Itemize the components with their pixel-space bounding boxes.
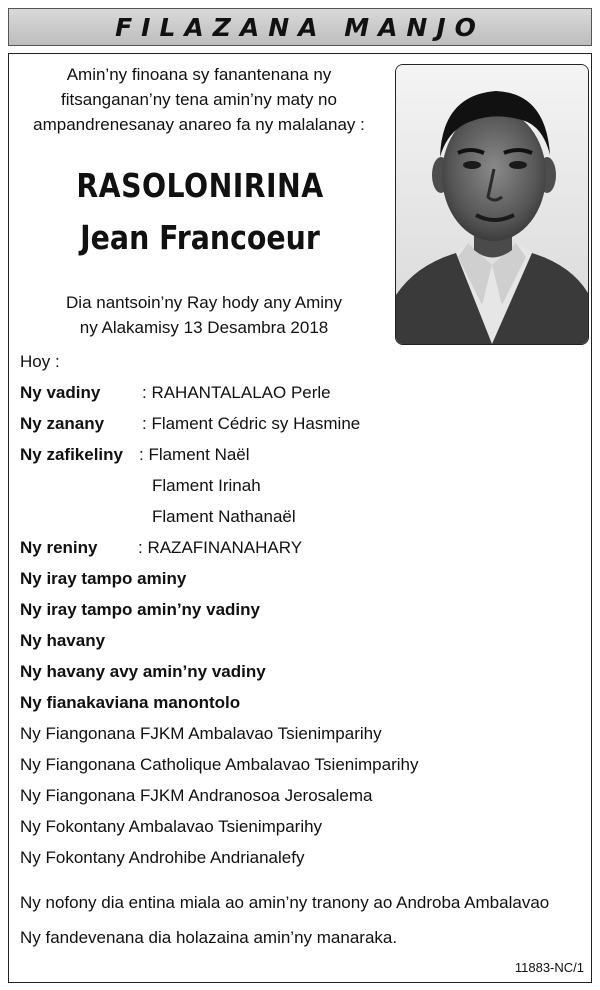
intro-line: ampandrenesanay anareo fa ny malalanay : — [33, 115, 365, 134]
portrait-photo — [395, 64, 589, 345]
notice-header — [8, 8, 592, 46]
closing-line: Ny fandevenana dia holazaina amin’ny manaraka. — [20, 928, 398, 947]
community-item: Ny Fiangonana FJKM Andranosoa Jerosalema — [20, 786, 373, 805]
intro-line: Amin’ny finoana sy fanantenana ny — [66, 65, 332, 84]
spouse-label: Ny vadiny — [20, 383, 101, 402]
grandchild-name: : Flament Naël — [139, 445, 250, 464]
death-notice — [14, 290, 394, 340]
community-item: Ny Fiangonana Catholique Ambalavao Tsienimparihy — [20, 755, 419, 774]
family-group: Ny iray tampo aminy — [20, 569, 187, 588]
death-notice-line: Dia nantsoin’ny Ray hody any Aminy — [66, 293, 342, 312]
deceased-surname: RASOLONIRINA — [76, 166, 324, 205]
deceased-given-names: Jean Francoeur — [80, 218, 320, 257]
family-group: Ny havany avy amin’ny vadiny — [20, 662, 266, 681]
family-group: Ny havany — [20, 631, 106, 650]
mother-value: : RAZAFINANAHARY — [138, 538, 303, 557]
spouse-value: : RAHANTALALAO Perle — [142, 383, 331, 402]
community-item: Ny Fokontany Ambalavao Tsienimparihy — [20, 817, 323, 836]
portrait-image — [396, 65, 588, 344]
reference-code: 11883-NC/1 — [514, 960, 584, 975]
children-label: Ny zanany — [20, 414, 105, 433]
community-item: Ny Fokontany Androhibe Andrianalefy — [20, 848, 305, 867]
family-group: Ny iray tampo amin’ny vadiny — [20, 600, 260, 619]
grandchild-name: Flament Nathanaël — [152, 507, 296, 526]
intro-line: fitsanganan’ny tena amin’ny maty no — [61, 90, 337, 109]
community-item: Ny Fiangonana FJKM Ambalavao Tsienimparihy — [20, 724, 382, 743]
closing-line: Ny nofony dia entina miala ao amin’ny tranony ao Androba Ambalavao — [20, 893, 550, 912]
grandchild-name: Flament Irinah — [152, 476, 261, 495]
intro-text — [14, 62, 384, 137]
notice-title: FILAZANA MANJO — [115, 12, 485, 42]
hoy-label: Hoy : — [20, 352, 60, 371]
children-value: : Flament Cédric sy Hasmine — [142, 414, 361, 433]
mother-label: Ny reniny — [20, 538, 98, 557]
grandchildren-label: Ny zafikeliny — [20, 445, 123, 464]
family-group: Ny fianakaviana manontolo — [20, 693, 241, 712]
death-notice-line: ny Alakamisy 13 Desambra 2018 — [79, 318, 329, 337]
